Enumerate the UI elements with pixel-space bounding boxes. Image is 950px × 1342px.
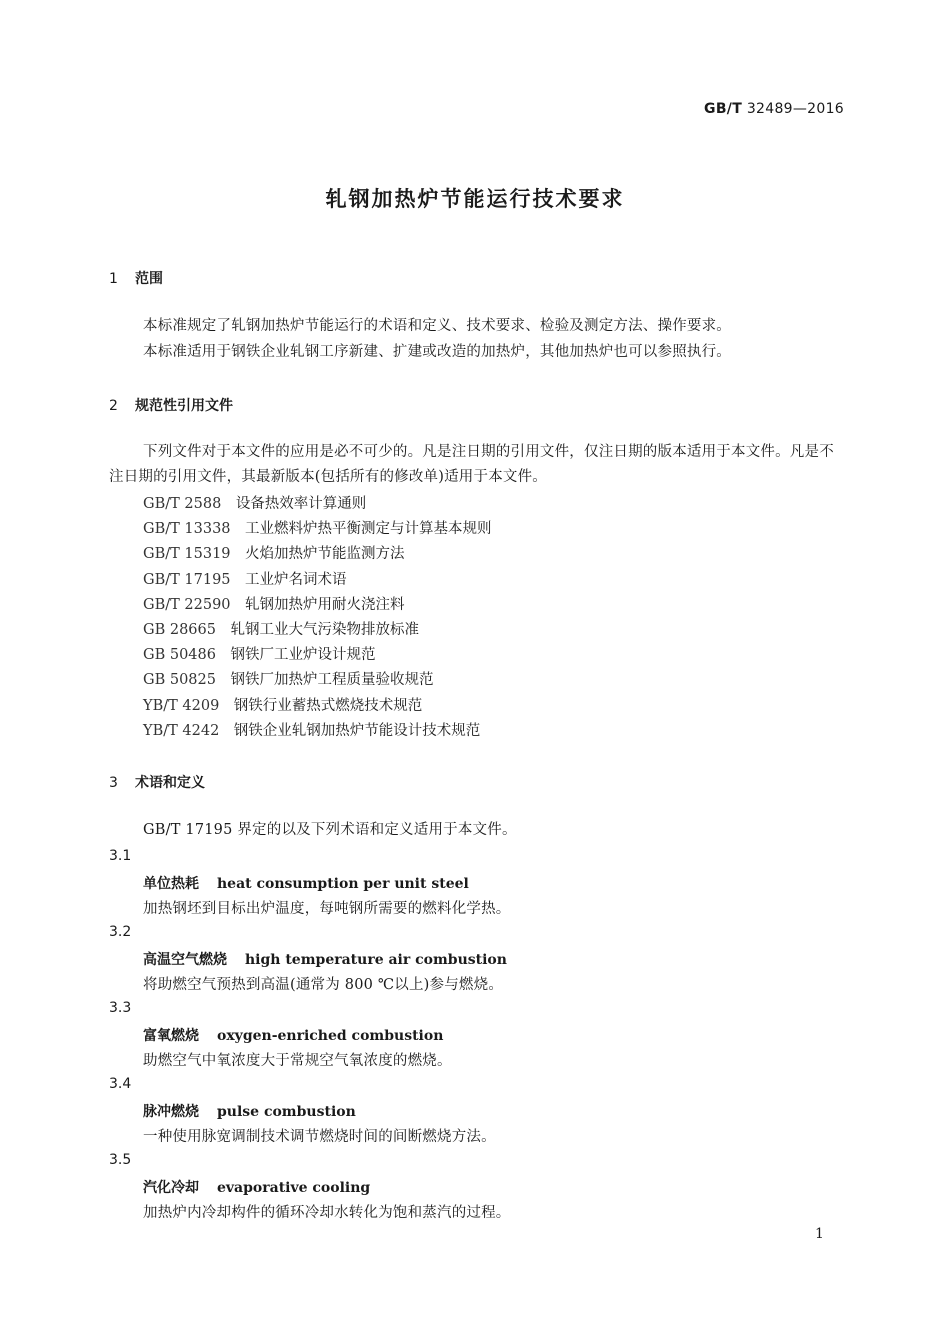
reference-item bbox=[143, 643, 492, 668]
term-heading bbox=[143, 1177, 370, 1197]
reference-code: YB/T 4242 bbox=[143, 722, 220, 739]
term-heading bbox=[143, 873, 469, 893]
term-definition: 加热钢坯到目标出炉温度，每吨钢所需要的燃料化学热。 bbox=[143, 901, 511, 917]
reference-name: 钢铁厂工业炉设计规范 bbox=[230, 647, 376, 664]
reference-code: GB 28665 bbox=[143, 621, 216, 638]
term-heading bbox=[143, 949, 507, 969]
term-english: oxygen-enriched combustion bbox=[217, 1028, 444, 1044]
reference-item bbox=[143, 542, 492, 567]
standard-code-header bbox=[704, 101, 844, 117]
reference-code: GB 50825 bbox=[143, 672, 216, 689]
scope-paragraph-1: 本标准规定了轧钢加热炉节能运行的术语和定义、技术要求、检验及测定方法、操作要求。 bbox=[143, 318, 731, 334]
page-number: 1 bbox=[815, 1226, 824, 1242]
reference-code: GB/T 17195 bbox=[143, 571, 231, 588]
term-chinese: 富氧燃烧 bbox=[143, 1028, 199, 1044]
scope-paragraph-2: 本标准适用于钢铁企业轧钢工序新建、扩建或改造的加热炉，其他加热炉也可以参照执行。 bbox=[143, 344, 731, 360]
section-title: 范围 bbox=[135, 271, 163, 287]
section-2-heading bbox=[109, 395, 233, 415]
reference-item bbox=[143, 593, 492, 618]
term-english: pulse combustion bbox=[217, 1104, 356, 1120]
reference-name: 工业燃料炉热平衡测定与计算基本规则 bbox=[245, 521, 492, 538]
reference-list bbox=[143, 492, 492, 744]
term-chinese: 高温空气燃烧 bbox=[143, 952, 227, 968]
reference-item bbox=[143, 618, 492, 643]
document-title: 轧钢加热炉节能运行技术要求 bbox=[325, 187, 625, 211]
reference-name: 火焰加热炉节能监测方法 bbox=[245, 546, 405, 563]
term-heading bbox=[143, 1025, 443, 1045]
reference-code: GB 50486 bbox=[143, 647, 216, 664]
term-chinese: 脉冲燃烧 bbox=[143, 1104, 199, 1120]
term-definition: 加热炉内冷却构件的循环冷却水转化为饱和蒸汽的过程。 bbox=[143, 1205, 511, 1221]
section-title: 术语和定义 bbox=[135, 775, 205, 791]
term-number: 3.1 bbox=[109, 848, 132, 864]
reference-name: 轧钢加热炉用耐火浇注料 bbox=[245, 596, 405, 613]
terms-intro: GB/T 17195 界定的以及下列术语和定义适用于本文件。 bbox=[143, 822, 517, 838]
term-english: high temperature air combustion bbox=[245, 952, 507, 968]
term-number: 3.3 bbox=[109, 1000, 132, 1016]
normative-references-intro: 下列文件对于本文件的应用是必不可少的。凡是注日期的引用文件，仅注日期的版本适用于本文件。凡是不注日期的引用文件，其最新版本(包括所有的修改单)适用于本文件。 bbox=[109, 444, 834, 485]
term-number: 3.4 bbox=[109, 1076, 132, 1092]
section-number: 3 bbox=[109, 775, 118, 791]
reference-code: GB/T 13338 bbox=[143, 521, 231, 538]
term-heading bbox=[143, 1101, 356, 1121]
section-3-heading bbox=[109, 772, 205, 792]
section-title: 规范性引用文件 bbox=[135, 398, 233, 414]
reference-name: 轧钢工业大气污染物排放标准 bbox=[230, 621, 419, 638]
reference-code: YB/T 4209 bbox=[143, 697, 220, 714]
reference-name: 钢铁行业蓄热式燃烧技术规范 bbox=[233, 697, 423, 714]
reference-item bbox=[143, 568, 492, 593]
term-number: 3.5 bbox=[109, 1152, 132, 1168]
reference-item bbox=[143, 492, 492, 517]
reference-name: 设备热效率计算通则 bbox=[235, 496, 367, 512]
reference-code: GB/T 2588 bbox=[143, 496, 222, 512]
term-definition: 助燃空气中氧浓度大于常规空气氧浓度的燃烧。 bbox=[143, 1053, 452, 1069]
term-number: 3.2 bbox=[109, 924, 132, 940]
standard-code-number: 32489—2016 bbox=[746, 101, 844, 117]
term-definition: 将助燃空气预热到高温(通常为 800 ℃以上)参与燃烧。 bbox=[143, 977, 504, 993]
reference-name: 钢铁企业轧钢加热炉节能设计技术规范 bbox=[233, 722, 481, 739]
term-chinese: 汽化冷却 bbox=[143, 1180, 199, 1196]
section-number: 1 bbox=[109, 271, 118, 287]
term-definition: 一种使用脉宽调制技术调节燃烧时间的间断燃烧方法。 bbox=[143, 1129, 496, 1145]
section-number: 2 bbox=[109, 398, 118, 414]
section-1-heading bbox=[109, 268, 163, 288]
reference-name: 钢铁厂加热炉工程质量验收规范 bbox=[230, 672, 434, 689]
reference-item bbox=[143, 517, 492, 542]
reference-code: GB/T 15319 bbox=[143, 546, 231, 563]
term-english: evaporative cooling bbox=[217, 1180, 371, 1196]
reference-name: 工业炉名词术语 bbox=[245, 571, 347, 588]
term-chinese: 单位热耗 bbox=[143, 876, 199, 892]
reference-code: GB/T 22590 bbox=[143, 596, 231, 613]
reference-item bbox=[143, 694, 492, 719]
term-english: heat consumption per unit steel bbox=[217, 876, 469, 892]
reference-item bbox=[143, 719, 492, 744]
standard-code-prefix: GB/T bbox=[704, 101, 743, 117]
reference-item bbox=[143, 668, 492, 693]
